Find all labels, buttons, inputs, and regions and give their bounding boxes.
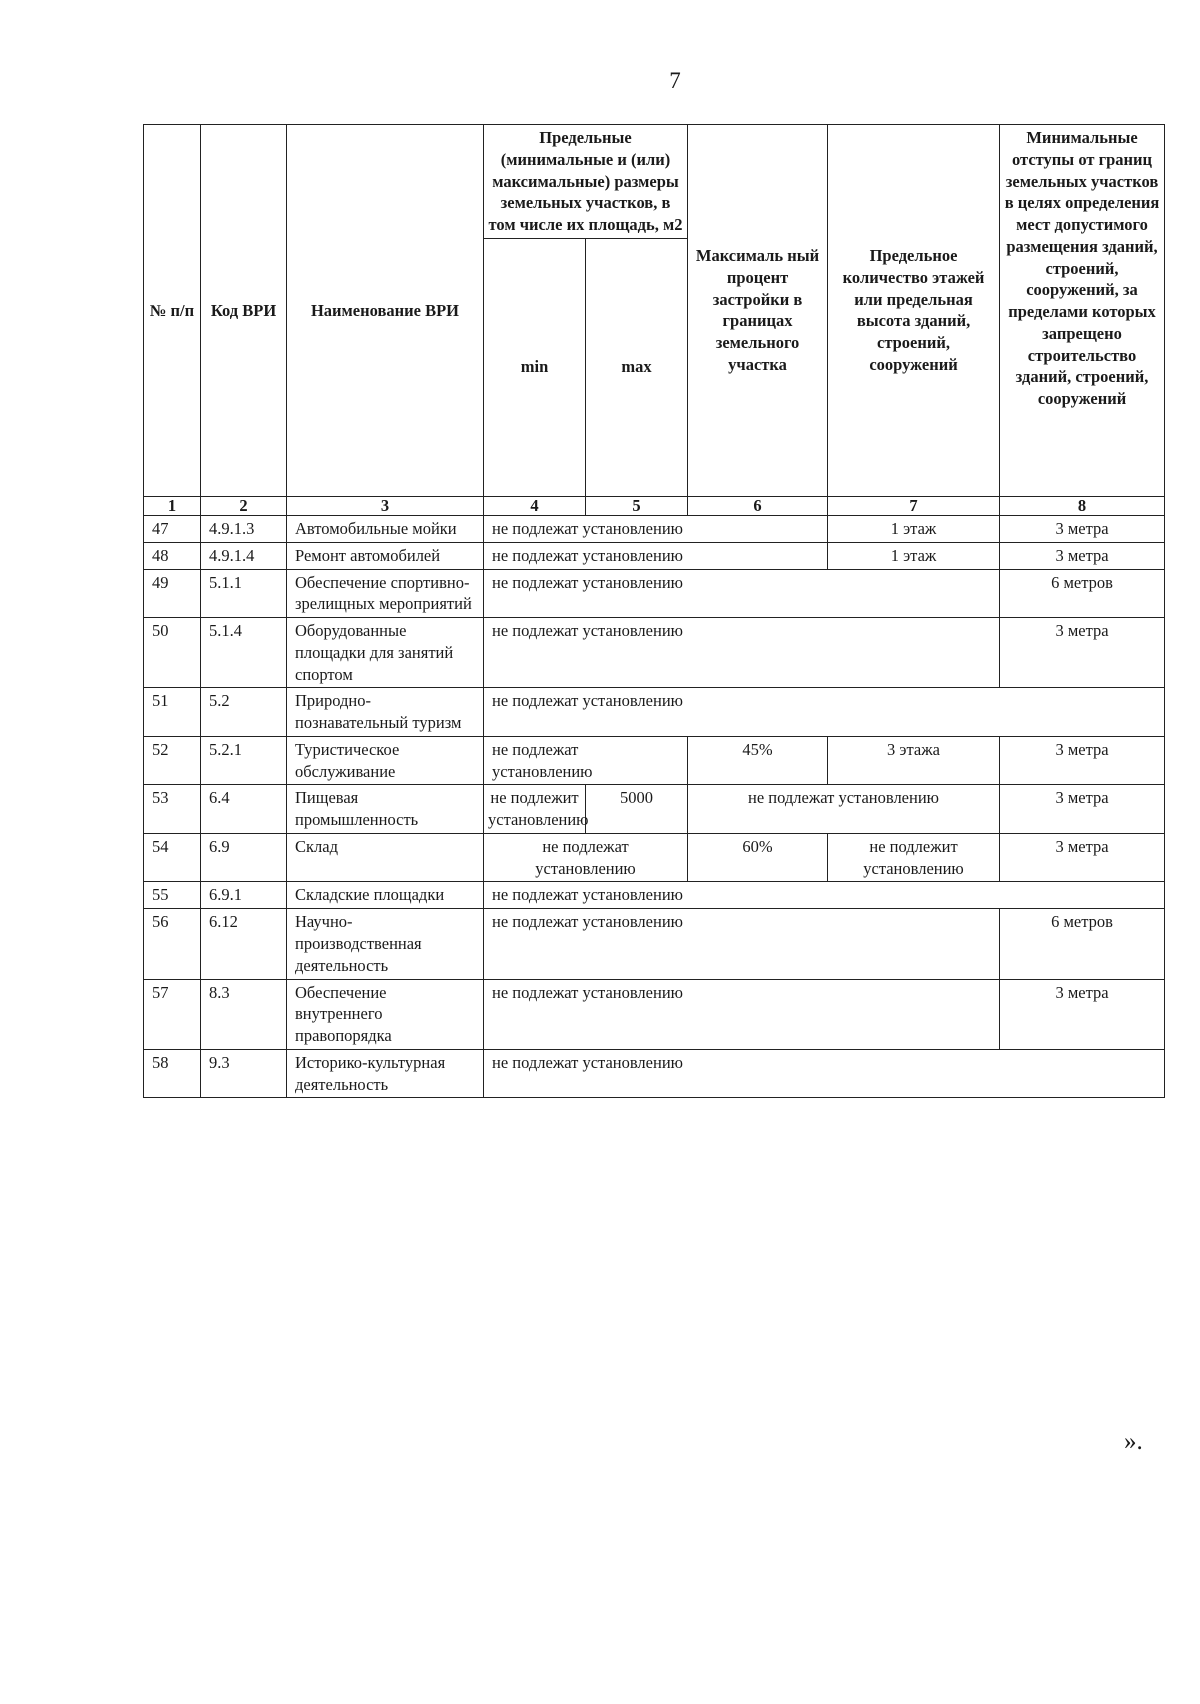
col-number: 7	[828, 496, 1000, 515]
row-sizes: не подлежат установлению	[484, 882, 1165, 909]
header-sizes: Предельные (минимальные и (или) максимальные) размеры земельных участков, в том числе их площадь, м2	[484, 125, 688, 239]
row-floors: 3 этажа	[828, 736, 1000, 785]
header-code: Код ВРИ	[201, 125, 287, 497]
table-row	[144, 688, 1165, 737]
row-code: 6.9	[201, 833, 287, 882]
row-percent-floors: не подлежат установлению	[688, 785, 1000, 834]
row-name: Туристическое обслуживание	[287, 736, 484, 785]
row-name: Историко-культурная деятельность	[287, 1049, 484, 1098]
row-setback: 3 метра	[1000, 736, 1165, 785]
row-floors: не подлежит установлению	[828, 833, 1000, 882]
row-number: 57	[144, 979, 201, 1049]
col-number: 6	[688, 496, 828, 515]
table-row	[144, 1049, 1165, 1098]
header-setback: Минимальные отступы от границ земельных участков в целях определения мест допустимого размещения зданий, строений, сооружений, за пределами которых запрещено строительство зданий, строений, сооружений	[1000, 125, 1165, 497]
table-row	[144, 736, 1165, 785]
closing-quote: ».	[1124, 1428, 1143, 1455]
table-row	[144, 515, 1165, 542]
row-number: 49	[144, 569, 201, 618]
row-code: 6.4	[201, 785, 287, 834]
row-setback: 6 метров	[1000, 909, 1165, 979]
row-setback: 3 метра	[1000, 785, 1165, 834]
col-number: 2	[201, 496, 287, 515]
row-code: 9.3	[201, 1049, 287, 1098]
row-name: Обеспечение спортивно-зрелищных мероприятий	[287, 569, 484, 618]
row-setback: 3 метра	[1000, 618, 1165, 688]
table-row	[144, 833, 1165, 882]
row-code: 4.9.1.4	[201, 542, 287, 569]
col-number: 1	[144, 496, 201, 515]
row-sizes: не подлежат установлению	[484, 979, 1000, 1049]
row-sizes: не подлежат установлению	[484, 618, 1000, 688]
header-max: max	[586, 238, 688, 496]
row-name: Природно-познавательный туризм	[287, 688, 484, 737]
row-sizes: не подлежат установлению	[484, 688, 1165, 737]
row-setback: 6 метров	[1000, 569, 1165, 618]
row-name: Научно-производственная деятельность	[287, 909, 484, 979]
row-number: 48	[144, 542, 201, 569]
header-floors: Предельное количество этажей или предельная высота зданий, строений, сооружений	[828, 125, 1000, 497]
row-number: 55	[144, 882, 201, 909]
table-row	[144, 542, 1165, 569]
row-number: 50	[144, 618, 201, 688]
row-min: не подлежит установлению	[484, 785, 586, 834]
row-number: 58	[144, 1049, 201, 1098]
row-number: 53	[144, 785, 201, 834]
row-setback: 3 метра	[1000, 979, 1165, 1049]
row-code: 6.12	[201, 909, 287, 979]
header-name: Наименование ВРИ	[287, 125, 484, 497]
page-number: 7	[669, 68, 681, 93]
col-number: 8	[1000, 496, 1165, 515]
row-floors: 1 этаж	[828, 542, 1000, 569]
row-number: 51	[144, 688, 201, 737]
table-row	[144, 569, 1165, 618]
row-sizes: не подлежат установлению	[484, 736, 688, 785]
header-num: № п/п	[144, 125, 201, 497]
col-number: 3	[287, 496, 484, 515]
row-setback: 3 метра	[1000, 542, 1165, 569]
row-number: 47	[144, 515, 201, 542]
table-row	[144, 882, 1165, 909]
row-setback: 3 метра	[1000, 515, 1165, 542]
row-setback: 3 метра	[1000, 833, 1165, 882]
table-row	[144, 979, 1165, 1049]
col-number: 5	[586, 496, 688, 515]
regulations-table	[143, 124, 1165, 1098]
row-name: Пищевая промышленность	[287, 785, 484, 834]
row-sizes: не подлежат установлению	[484, 833, 688, 882]
row-name: Складские площадки	[287, 882, 484, 909]
table-row	[144, 618, 1165, 688]
header-percent: Максималь ный процент застройки в границах земельного участка	[688, 125, 828, 497]
row-code: 4.9.1.3	[201, 515, 287, 542]
row-number: 54	[144, 833, 201, 882]
row-code: 5.1.4	[201, 618, 287, 688]
row-name: Автомобильные мойки	[287, 515, 484, 542]
row-code: 5.1.1	[201, 569, 287, 618]
row-number: 52	[144, 736, 201, 785]
row-name: Оборудованные площадки для занятий спортом	[287, 618, 484, 688]
row-max: 5000	[586, 785, 688, 834]
table-row	[144, 909, 1165, 979]
row-code: 8.3	[201, 979, 287, 1049]
row-name: Обеспечение внутреннего правопорядка	[287, 979, 484, 1049]
row-name: Ремонт автомобилей	[287, 542, 484, 569]
row-code: 5.2	[201, 688, 287, 737]
header-min: min	[484, 238, 586, 496]
row-sizes: не подлежат установлению	[484, 515, 828, 542]
row-name: Склад	[287, 833, 484, 882]
row-percent: 45%	[688, 736, 828, 785]
row-sizes: не подлежат установлению	[484, 1049, 1165, 1098]
row-code: 6.9.1	[201, 882, 287, 909]
row-sizes: не подлежат установлению	[484, 542, 828, 569]
row-floors: 1 этаж	[828, 515, 1000, 542]
col-number: 4	[484, 496, 586, 515]
row-sizes: не подлежат установлению	[484, 569, 1000, 618]
row-sizes: не подлежат установлению	[484, 909, 1000, 979]
row-number: 56	[144, 909, 201, 979]
row-code: 5.2.1	[201, 736, 287, 785]
row-percent: 60%	[688, 833, 828, 882]
table-row	[144, 785, 1165, 834]
